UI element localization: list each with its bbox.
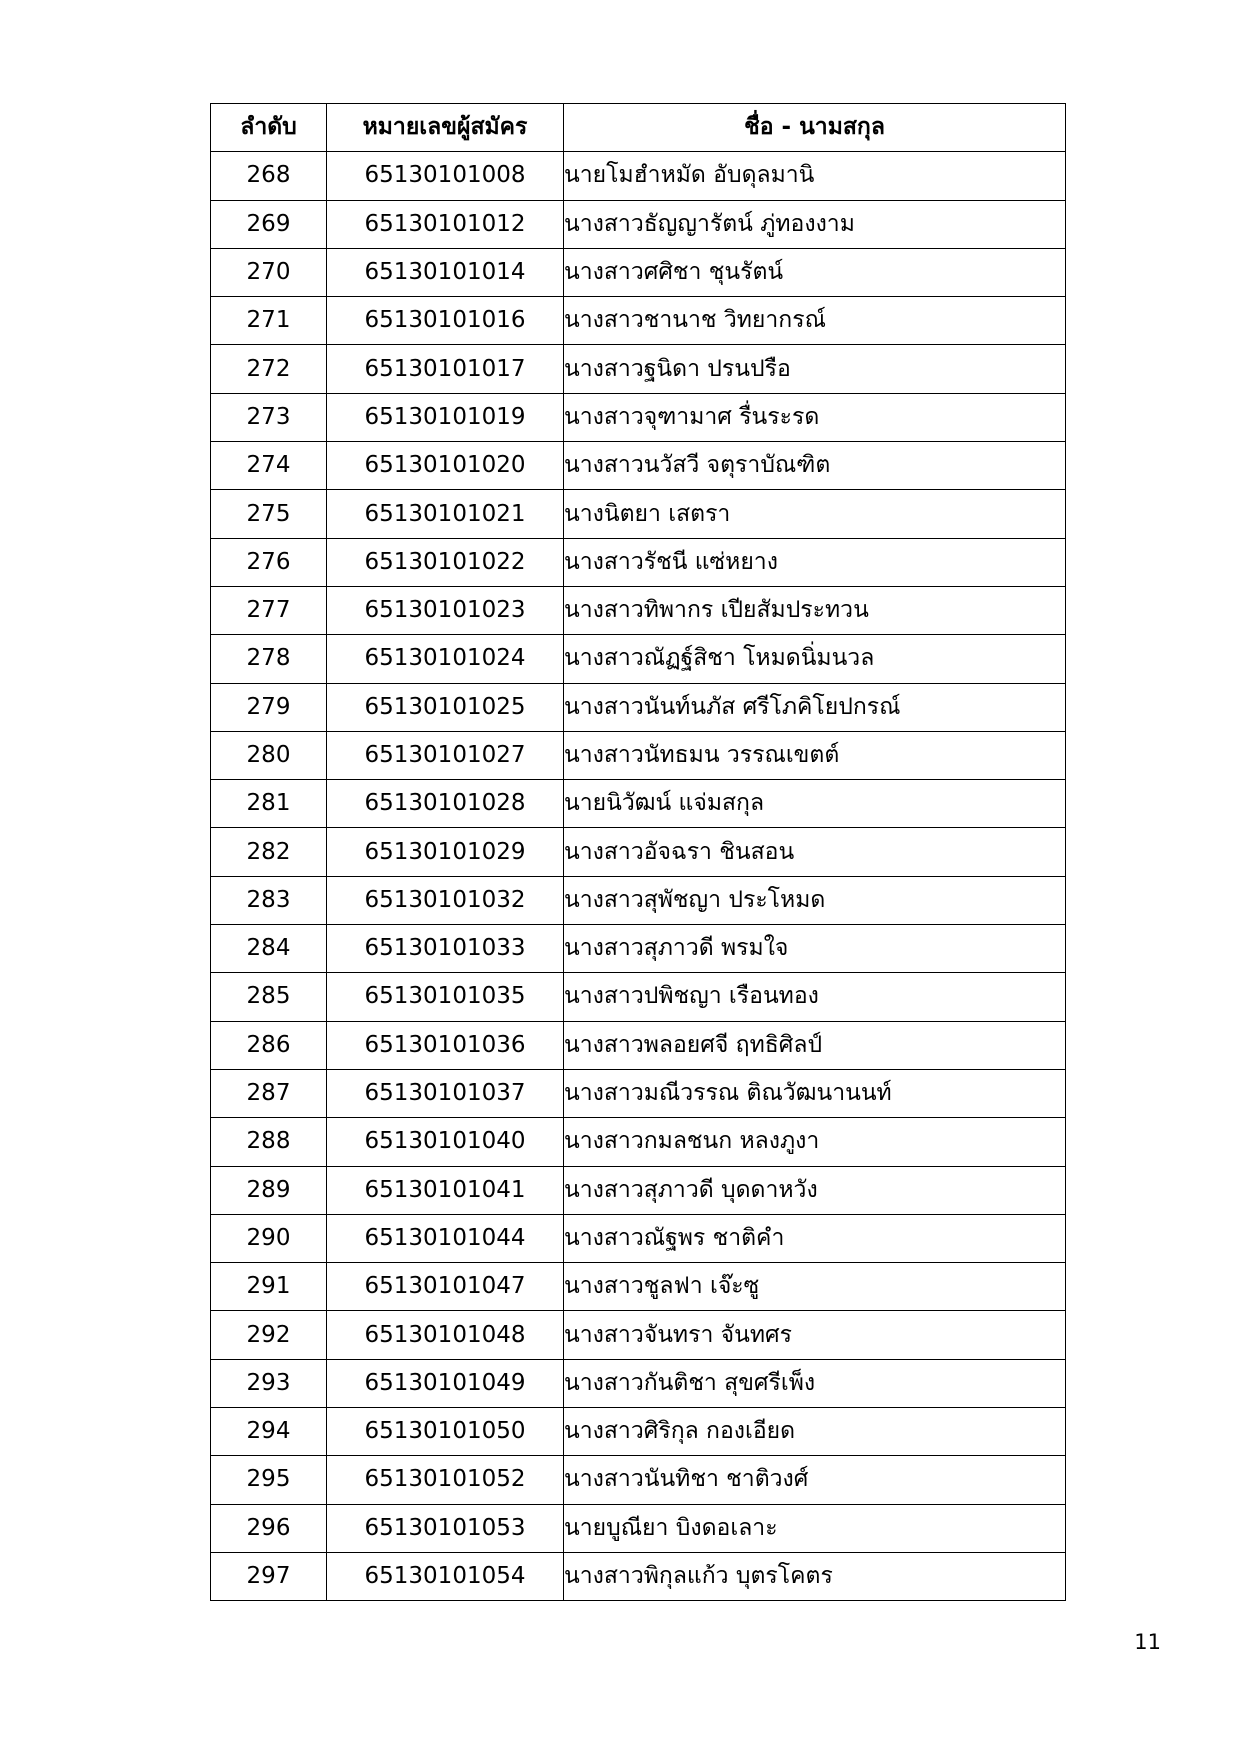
row-number: 268 <box>211 152 327 200</box>
applicant-name: นายบูณียา บิงดอเลาะ <box>564 1504 1066 1552</box>
applicant-id: 65130101025 <box>327 683 564 731</box>
table-row <box>211 1069 1066 1117</box>
applicant-id: 65130101014 <box>327 248 564 296</box>
table-row <box>211 1021 1066 1069</box>
applicant-name: นางสาวนันท์นภัส ศรีโภคิโยปกรณ์ <box>564 683 1066 731</box>
row-number: 282 <box>211 828 327 876</box>
row-number: 269 <box>211 200 327 248</box>
table-header <box>211 104 1066 152</box>
table-row <box>211 1359 1066 1407</box>
table-row <box>211 635 1066 683</box>
applicant-name: นางสาวกมลชนก หลงภูงา <box>564 1118 1066 1166</box>
applicant-id: 65130101019 <box>327 393 564 441</box>
row-number: 273 <box>211 393 327 441</box>
row-number: 272 <box>211 345 327 393</box>
row-number: 290 <box>211 1214 327 1262</box>
header-no: ลำดับ <box>211 104 327 152</box>
applicant-name: นางสาวสุภาวดี บุดดาหวัง <box>564 1166 1066 1214</box>
applicant-name: นางสาวสุพัชญา ประโหมด <box>564 876 1066 924</box>
applicant-name: นางสาวศิริกุล กองเอียด <box>564 1408 1066 1456</box>
applicant-name: นางสาวรัชนี แซ่หยาง <box>564 538 1066 586</box>
applicant-id: 65130101050 <box>327 1408 564 1456</box>
applicant-id: 65130101022 <box>327 538 564 586</box>
table-row <box>211 780 1066 828</box>
table-row <box>211 490 1066 538</box>
applicant-name: นางสาวอัจฉรา ชินสอน <box>564 828 1066 876</box>
applicant-id: 65130101048 <box>327 1311 564 1359</box>
table-row <box>211 925 1066 973</box>
applicant-name: นางนิตยา เสตรา <box>564 490 1066 538</box>
table-row <box>211 1166 1066 1214</box>
applicant-name: นางสาวณัฐพร ชาติคำ <box>564 1214 1066 1262</box>
applicant-id: 65130101024 <box>327 635 564 683</box>
applicant-id: 65130101044 <box>327 1214 564 1262</box>
applicant-id: 65130101028 <box>327 780 564 828</box>
row-number: 286 <box>211 1021 327 1069</box>
header-name: ชื่อ - นามสกุล <box>564 104 1066 152</box>
table-row <box>211 586 1066 634</box>
row-number: 276 <box>211 538 327 586</box>
applicant-name: นางสาวพิกุลแก้ว บุตรโคตร <box>564 1552 1066 1600</box>
table-row <box>211 297 1066 345</box>
row-number: 287 <box>211 1069 327 1117</box>
row-number: 283 <box>211 876 327 924</box>
table-body <box>211 152 1066 1601</box>
applicant-name: นางสาวนันทิชา ชาติวงศ์ <box>564 1456 1066 1504</box>
table-row <box>211 442 1066 490</box>
applicant-id: 65130101012 <box>327 200 564 248</box>
applicant-id: 65130101036 <box>327 1021 564 1069</box>
applicant-name: นางสาวพลอยศจี ฤทธิศิลป์ <box>564 1021 1066 1069</box>
page-number: 11 <box>1134 1630 1161 1654</box>
applicant-id: 65130101049 <box>327 1359 564 1407</box>
row-number: 279 <box>211 683 327 731</box>
applicant-id: 65130101054 <box>327 1552 564 1600</box>
row-number: 294 <box>211 1408 327 1456</box>
row-number: 278 <box>211 635 327 683</box>
row-number: 284 <box>211 925 327 973</box>
applicant-id: 65130101020 <box>327 442 564 490</box>
table-row <box>211 1552 1066 1600</box>
applicant-id: 65130101021 <box>327 490 564 538</box>
header-row <box>211 104 1066 152</box>
applicant-name: นางสาวฐนิดา ปรนปรือ <box>564 345 1066 393</box>
applicant-id: 65130101033 <box>327 925 564 973</box>
applicant-name: นางสาวนวัสวี จตุราบัณฑิต <box>564 442 1066 490</box>
table-row <box>211 393 1066 441</box>
applicant-name: นายนิวัฒน์ แจ่มสกุล <box>564 780 1066 828</box>
applicant-name: นางสาวชานาช วิทยากรณ์ <box>564 297 1066 345</box>
row-number: 291 <box>211 1263 327 1311</box>
applicant-name: นางสาวทิพากร เปียสัมประทวน <box>564 586 1066 634</box>
applicant-id: 65130101041 <box>327 1166 564 1214</box>
header-applicant-id: หมายเลขผู้สมัคร <box>327 104 564 152</box>
table-row <box>211 683 1066 731</box>
applicant-name: นางสาวจันทรา จันทศร <box>564 1311 1066 1359</box>
table-row <box>211 1311 1066 1359</box>
table-row <box>211 1214 1066 1262</box>
row-number: 289 <box>211 1166 327 1214</box>
applicant-name: นางสาวณัฏฐ์สิชา โหมดนิ่มนวล <box>564 635 1066 683</box>
row-number: 297 <box>211 1552 327 1600</box>
row-number: 270 <box>211 248 327 296</box>
applicant-id: 65130101040 <box>327 1118 564 1166</box>
applicant-id: 65130101029 <box>327 828 564 876</box>
row-number: 274 <box>211 442 327 490</box>
table-row <box>211 248 1066 296</box>
row-number: 285 <box>211 973 327 1021</box>
table-row <box>211 538 1066 586</box>
row-number: 271 <box>211 297 327 345</box>
applicant-name: นายโมฮำหมัด อับดุลมานิ <box>564 152 1066 200</box>
applicant-name: นางสาวมณีวรรณ ติณวัฒนานนท์ <box>564 1069 1066 1117</box>
row-number: 277 <box>211 586 327 634</box>
applicant-table <box>210 103 1066 1601</box>
applicant-name: นางสาวศศิชา ชุนรัตน์ <box>564 248 1066 296</box>
row-number: 280 <box>211 731 327 779</box>
table-row <box>211 731 1066 779</box>
applicant-name: นางสาวนัทธมน วรรณเขตต์ <box>564 731 1066 779</box>
table-row <box>211 1504 1066 1552</box>
table-row <box>211 1118 1066 1166</box>
applicant-id: 65130101052 <box>327 1456 564 1504</box>
row-number: 288 <box>211 1118 327 1166</box>
applicant-name: นางสาวปพิชญา เรือนทอง <box>564 973 1066 1021</box>
applicant-id: 65130101047 <box>327 1263 564 1311</box>
applicant-id: 65130101037 <box>327 1069 564 1117</box>
table-row <box>211 1408 1066 1456</box>
table-row <box>211 876 1066 924</box>
table-row <box>211 152 1066 200</box>
applicant-id: 65130101016 <box>327 297 564 345</box>
applicant-name: นางสาวชูลฟา เจ๊ะซู <box>564 1263 1066 1311</box>
row-number: 296 <box>211 1504 327 1552</box>
applicant-id: 65130101023 <box>327 586 564 634</box>
table-row <box>211 200 1066 248</box>
table-row <box>211 1456 1066 1504</box>
applicant-id: 65130101008 <box>327 152 564 200</box>
applicant-id: 65130101027 <box>327 731 564 779</box>
row-number: 293 <box>211 1359 327 1407</box>
table-row <box>211 1263 1066 1311</box>
applicant-id: 65130101017 <box>327 345 564 393</box>
applicant-name: นางสาวสุภาวดี พรมใจ <box>564 925 1066 973</box>
row-number: 295 <box>211 1456 327 1504</box>
applicant-id: 65130101053 <box>327 1504 564 1552</box>
table-row <box>211 345 1066 393</box>
applicant-name: นางสาวจุฑามาศ รื่นระรด <box>564 393 1066 441</box>
applicant-id: 65130101035 <box>327 973 564 1021</box>
applicant-name: นางสาวธัญญารัตน์ ภู่ทองงาม <box>564 200 1066 248</box>
table-row <box>211 973 1066 1021</box>
applicant-name: นางสาวกันติชา สุขศรีเพ็ง <box>564 1359 1066 1407</box>
applicant-id: 65130101032 <box>327 876 564 924</box>
table-row <box>211 828 1066 876</box>
row-number: 275 <box>211 490 327 538</box>
row-number: 281 <box>211 780 327 828</box>
row-number: 292 <box>211 1311 327 1359</box>
